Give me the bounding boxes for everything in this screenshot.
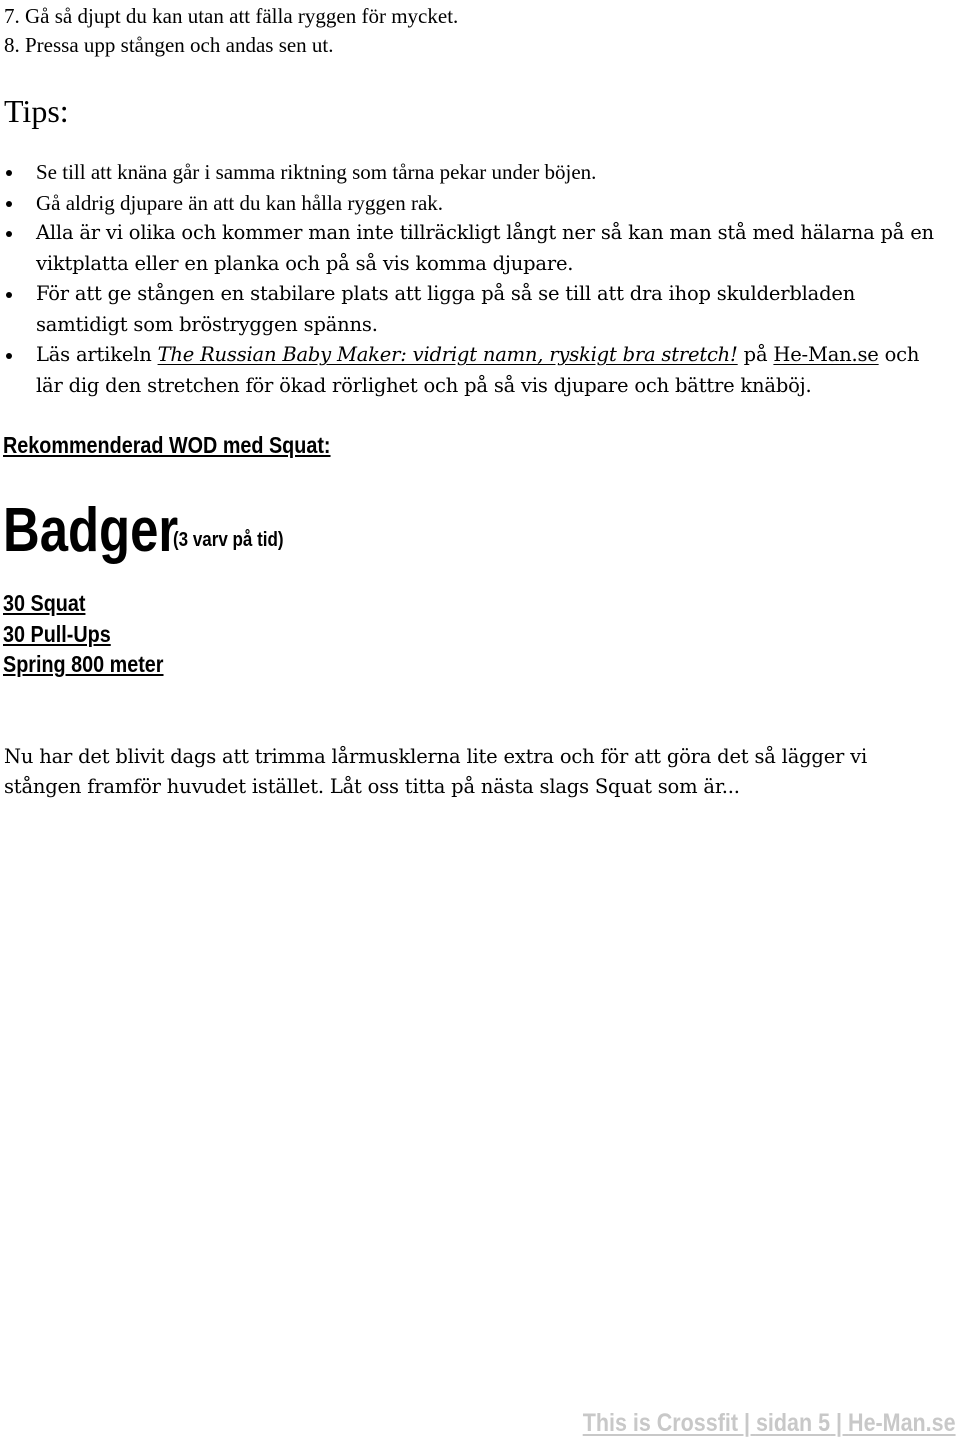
article-link[interactable]: The Russian Baby Maker: vidrigt namn, ryskigt bra stretch! bbox=[157, 343, 738, 366]
wod-exercise: 30 Squat bbox=[3, 590, 86, 616]
tip-text: på bbox=[737, 343, 774, 366]
wod-subtitle: (3 varv på tid) bbox=[173, 529, 284, 551]
tips-list bbox=[0, 157, 950, 401]
footer-page-number: sidan 5 bbox=[756, 1409, 831, 1437]
footer-separator: | bbox=[738, 1409, 757, 1437]
step-item: 7. Gå så djupt du kan utan att fälla ryggen för mycket. bbox=[4, 4, 459, 28]
steps-list bbox=[4, 2, 458, 60]
tip-item: Gå aldrig djupare än att du kan hålla ryggen rak. bbox=[0, 188, 950, 219]
wod-exercise: 30 Pull-Ups bbox=[3, 620, 111, 647]
footer-separator: | bbox=[830, 1409, 849, 1437]
wod-exercise: Spring 800 meter bbox=[3, 651, 164, 677]
wod-title-row bbox=[3, 494, 284, 568]
footer-site: He-Man.se bbox=[848, 1409, 956, 1437]
tip-item: För att ge stången en stabilare plats att ligga på så se till att dra ihop skulderbladen samtidigt som bröstryggen spänns. bbox=[0, 279, 950, 340]
footer-title: This is Crossfit bbox=[583, 1409, 739, 1437]
wod-title: Badger bbox=[3, 496, 179, 565]
tip-item: Se till att knäna går i samma riktning som tårna pekar under böjen. bbox=[0, 157, 950, 188]
tip-text: och lär dig den stretchen för ökad rörlighet och på så vis djupare och bättre knäböj. bbox=[36, 343, 920, 397]
outro-paragraph: Nu har det blivit dags att trimma lårmusklerna lite extra och för att göra det så lägger vi stången framför huvudet istället. Låt oss titta på nästa slags Squat som är... bbox=[4, 745, 868, 798]
step-item: 8. Pressa upp stången och andas sen ut. bbox=[4, 33, 334, 57]
page-footer bbox=[583, 1408, 956, 1438]
tip-text: Läs artikeln bbox=[36, 343, 158, 366]
tip-item-article bbox=[0, 340, 950, 401]
tips-heading: Tips: bbox=[4, 93, 69, 129]
tip-item: Alla är vi olika och kommer man inte tillräckligt långt ner så kan man stå med hälarna på en viktplatta eller en planka och på så vis komma djupare. bbox=[0, 218, 950, 279]
site-link[interactable]: He-Man.se bbox=[773, 343, 879, 366]
wod-heading: Rekommenderad WOD med Squat: bbox=[3, 432, 331, 458]
wod-exercise-list bbox=[3, 588, 190, 680]
